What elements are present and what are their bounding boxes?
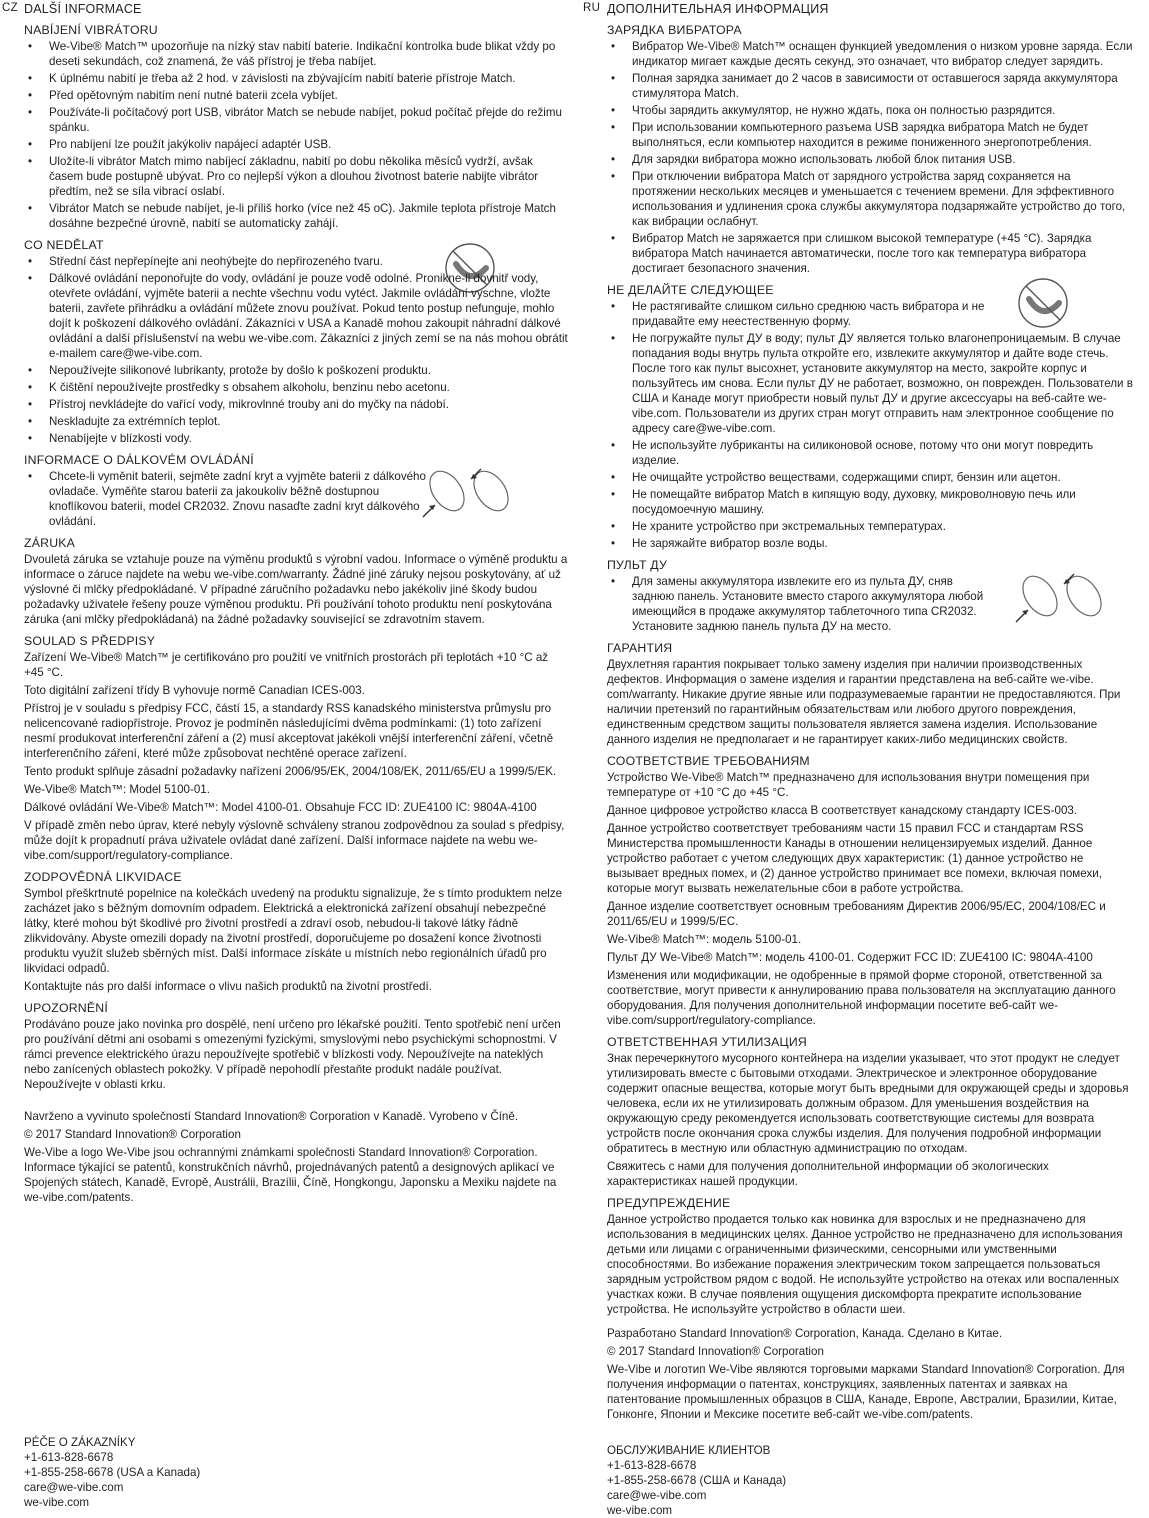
list-item: • Používáte-li počítačový port USB, vibrátor Match se nebude nabíjet, pokud počítač přejde do režimu spánku. [24, 105, 569, 135]
list-item: • Не храните устройство при экстремальных температурах. [607, 519, 1137, 534]
list-item: • Střední část nepřepínejte ani neohýbejte do nepřirozeného tvaru. [24, 254, 569, 269]
compliance-heading: SOULAD S PŘEDPISY [24, 634, 156, 648]
phone-number: +1-855-258-6678 (США и Канада) [607, 1474, 787, 1487]
footer-made-in: Разработано Standard Innovation® Corporation, Канада. Сделано в Китае. [607, 1327, 1003, 1340]
disposal-paragraph: Kontaktujte nás pro další informace o vlivu našich produktů na životní prostředí. [24, 980, 432, 993]
language-tag-cz: CZ [2, 2, 18, 14]
disposal-heading: ОТВЕТСТВЕННАЯ УТИЛИЗАЦИЯ [607, 1035, 807, 1049]
column-russian [607, 2, 1137, 1425]
compliance-paragraph: Данное изделие соответствует основным требованиям Директив 2006/95/EC, 2004/108/EC и 2011/65/EU и 1999/5/EC. [607, 900, 1106, 928]
disposal-paragraph: Свяжитесь с нами для получения дополнительной информации об экологических характеристиках нашей продукции. [607, 1160, 1049, 1188]
email-link[interactable]: care@we-vibe.com [607, 1489, 707, 1502]
list-item: • We-Vibe® Match™ upozorňuje na nízký stav nabití baterie. Indikační kontrolka bude blikat vždy po deseti sekundách, což znamená, že váš přístroj je třeba nabíjet. [24, 39, 569, 69]
dont-heading: НЕ ДЕЛАЙТЕ СЛЕДУЮЩЕЕ [607, 283, 774, 297]
remote-section [607, 558, 1137, 634]
remote-list [24, 469, 569, 529]
footer-copyright: © 2017 Standard Innovation® Corporation [24, 1128, 241, 1141]
website-link[interactable]: we-vibe.com [607, 1504, 673, 1517]
list-item: • Neskladujte za extrémních teplot. [24, 414, 569, 429]
charging-heading: ЗАРЯДКА ВИБРАТОРА [607, 23, 742, 37]
list-item: • Вибратор Match не заряжается при слишком высокой температуре (+45 °С). Зарядка вибратора Match начинается автоматически, после того как температура вибратора достигает безопасного значения. [607, 231, 1137, 276]
list-item: • Dálkové ovládání neponořujte do vody, ovládání je pouze vodě odolné. Proniknе-li dovnitř vody, otevřete ovládání, vyjměte baterii a nechte všechnu vodu vytéct. Jakmile ovládání vyschne, vložte baterii, zavřete přihrádku a ovládání můžete znovu používat. Pokud tento postup nefunguje, mohlo dojít k poškození dálkového ovládání. Zákazníci v USA a Kanadě mohou zakoupit náhradní dálkové ovládání a další příslušenství na webu we-vibe.com. Zákazníci z jiných zemí se na nás mohou obrátit e-mailem care@we-vibe.com. [24, 271, 569, 361]
compliance-paragraph: Přístroj je v souladu s předpisy FCC, částí 15, a standardy RSS kanadského ministerstva průmyslu pro nelicencované radiopřístroje. Provoz je podmíněn následujícími dvěma podmínkami: (1) toto zařízení nesmí produkovat interferenční záření a (2) musí akceptovat jakékoli vnější interferenční záření, včetně interferenčního záření, které může způsobovat nechtěné operace zařízení. [24, 702, 554, 760]
compliance-heading: СООТВЕТСТВИЕ ТРЕБОВАНИЯМ [607, 754, 810, 768]
list-item: • Pro nabíjení lze použít jakýkoliv napájecí adaptér USB. [24, 137, 569, 152]
phone-number: +1-613-828-6678 [607, 1459, 697, 1472]
compliance-paragraph: Пульт ДУ We-Vibe® Match™: модель 4100-01. Содержит FCC ID: ZUE4100 IC: 9804A-4100 [607, 951, 1093, 964]
list-item: • Не очищайте устройство веществами, содержащими спирт, бензин или ацетон. [607, 470, 1137, 485]
language-tag-ru: RU [583, 2, 601, 14]
customer-care-ru [607, 1443, 786, 1518]
list-item: • Před opětovným nabitím není nutné baterii zcela vybíjet. [24, 88, 569, 103]
compliance-paragraph: V případě změn nebo úprav, které nebyly výslovně schváleny stranou zodpovědnou za soulad s předpisy, může dojít k propadnutí práva uživatele ovládat dané zařízení. Další informace najdete na webu we-vibe.com/support/regulatory-compliance. [24, 819, 565, 862]
list-item: • При использовании компьютерного разъема USB зарядка вибратора Match не будет выполняться, если компьютер находится в режиме пониженного энергопотребления. [607, 120, 1137, 150]
footer-made-in: Navrženo a vyvinuto společností Standard Innovation® Corporation v Kanadě. Vyrobeno v Číně. [24, 1110, 519, 1123]
compliance-paragraph: Dálkové ovládání We-Vibe® Match™: Model 4100-01. Obsahuje FCC ID: ZUE4100 IC: 9804A-4100 [24, 801, 537, 814]
warning-heading: UPOZORNĚNÍ [24, 1001, 108, 1015]
warranty-text: Двухлетняя гарантия покрывает только замену изделия при наличии производственных дефектов. Информация о замене изделия и гарантии представлена на веб-сайте we-vibe. com/warranty. Никакие другие явные или подразумеваемые гарантии не предоставляются. При наличии претензий по гарантийным обязательствам или любого другого повреждения, единственным средством защиты пользователя является замена изделия. Использование данного изделия не предполагает и не гарантирует каких-либо медицинских свойств. [607, 658, 1121, 746]
customer-care-cz [24, 1435, 200, 1510]
phone-number: +1-855-258-6678 (USA a Kanada) [24, 1466, 201, 1479]
customer-care-heading: ОБСЛУЖИВАНИЕ КЛИЕНТОВ [607, 1444, 771, 1457]
footer-copyright: © 2017 Standard Innovation® Corporation [607, 1345, 824, 1358]
list-item: • Полная зарядка занимает до 2 часов в зависимости от оставшегося заряда аккумулятора стимулятора Match. [607, 71, 1137, 101]
compliance-paragraph: Данное устройство соответствует требованиям части 15 правил FCC и стандартам RSS Министерства промышленности Канады в отношении нелицензируемых изделий. Данное устройство работает с учетом следующих двух характеристик: (1) данное устройство не вызывает вредных помех, и (2) данное устройство принимает все помехи, включая помехи, которые могут вызвать нежелательные сбои в работе устройства. [607, 822, 1102, 895]
remote-heading: ПУЛЬТ ДУ [607, 558, 667, 572]
section-title: ДОПОЛНИТЕЛЬНАЯ ИНФОРМАЦИЯ [607, 2, 829, 16]
list-item: • Для зарядки вибратора можно использовать любой блок питания USB. [607, 152, 1137, 167]
list-item: • Не используйте лубриканты на силиконовой основе, потому что они могут повредить изделие. [607, 438, 1137, 468]
compliance-paragraph: Tento produkt splňuje zásadní požadavky nařízení 2006/95/EK, 2004/108/EK, 2011/65/EU a 1999/5/EK. [24, 765, 557, 778]
list-item: • Не помещайте вибратор Match в кипящую воду, духовку, микроволновую печь или посудомоечную машину. [607, 487, 1137, 517]
warranty-heading: ГАРАНТИЯ [607, 641, 673, 655]
disposal-paragraph: Знак перечеркнутого мусорного контейнера на изделии указывает, что этот продукт не следует утилизировать вместе с бытовыми отходами. Электрическое и электронное оборудование содержит опасные вещества, которые могут быть вредными для окружающей среды и здоровья человека, если их не утилизировать должным образом. Для уменьшения воздействия на окружающую среду рекомендуется использовать соответствующие системы для возврата устройств после окончания срока службы изделия. Для получения подробной информации обратитесь в местную или областную администрацию по отходам. [607, 1052, 1129, 1155]
list-item: • Chcete-li vyměnit baterii, sejměte zadní kryt a vyjměte baterii z dálkového ovladače. Vyměňte starou baterii za jakoukoliv běžně dostupnou knoflíkovou baterii, model CR2032. Znovu nasaďte zadní kryt dálkového ovládání. [24, 469, 569, 529]
email-link[interactable]: care@we-vibe.com [24, 1481, 124, 1494]
charging-heading: NABÍJENÍ VIBRÁTORU [24, 23, 158, 37]
warranty-text: Dvouletá záruka se vztahuje pouze na výměnu produktů s výrobní vadou. Informace o výměně produktu a informace o záruce najdete na webu we-vibe.com/warranty. Žádné jiné záruky nejsou poskytovány, ať už výslovné či mlčky předpokládané. V případné záručního požadavku nebo jakékoliv jiné škody budou požadavky uživatele řešeny pouze výměnou produktu. Při používání tohoto produktu není poskytována záruka (ani mlčky předpokládaná) na žádné požadavky související se zdravotním stavem. [24, 553, 568, 626]
warning-text: Prodáváno pouze jako novinka pro dospělé, není určeno pro lékařské použití. Tento spotřebič není určen pro používání dětmi ani osobami s omezenými fyzickými, smyslovými nebo psychickými schopnostmi. V rámci prevence elektrického úrazu nepoužívejte spotřebič v blízkosti vody. Nepoužívejte na nateklých nebo zanícených oblastech pokožky. V případě nepohodlí přestaňte produkt nadále používat. Nepoužívejte v oblasti krku. [24, 1018, 561, 1091]
dont-list [24, 254, 569, 446]
list-item: • Для замены аккумулятора извлеките его из пульта ДУ, сняв заднюю панель. Установите вместо старого аккумулятора любой имеющийся в продаже аккумулятор таблеточного типа CR2032. Установите заднюю панель пульта ДУ на место. [607, 574, 1137, 634]
remote-section [24, 453, 569, 529]
footer-trademark: We-Vibe a logo We-Vibe jsou ochrannými známkami společnosti Standard Innovation® Corporation. Informace týkající se patentů, konstrukčních návrhů, projednávaných patentů a designových aplikací ve Spojených státech, Kanadě, Evropě, Austrálii, Brazílii, Číně, Hongkongu, Japonsku a Mexiku najdete na we-vibe.com/patents. [24, 1146, 557, 1204]
compliance-paragraph: Изменения или модификации, не одобренные в прямой форме стороной, ответственной за соответствие, могут привести к аннулированию права пользователя на эксплуатацию данного оборудования. Для получения дополнительной информации посетите веб-сайт we-vibe.com/support/regulatory-compliance. [607, 969, 1116, 1027]
phone-number: +1-613-828-6678 [24, 1451, 114, 1464]
remote-heading: INFORMACE O DÁLKOVÉM OVLÁDÁNÍ [24, 453, 254, 467]
charging-list [607, 39, 1137, 276]
compliance-paragraph: Устройство We-Vibe® Match™ предназначено для использования внутри помещения при температуре от +10 °С до +45 °С. [607, 771, 1090, 799]
compliance-paragraph: We-Vibe® Match™: Model 5100-01. [24, 783, 210, 796]
list-item: • Uložíte-li vibrátor Match mimo nabíjecí základnu, nabití po dobu několika měsíců vydrží, avšak časem bude postupně ubývat. Pro co nejlepší výkon a dlouhou životnost baterie nabijte vibrátor předtím, než se síla vibrací oslabí. [24, 154, 569, 199]
list-item: • Чтобы зарядить аккумулятор, не нужно ждать, пока он полностью разрядится. [607, 103, 1137, 118]
list-item: • Не погружайте пульт ДУ в воду; пульт ДУ является только влагонепроницаемым. В случае попадания воды внутрь пульта откройте его, извлеките аккумулятор и дайте воде стечь. После того как пульт высохнет, установите аккумулятор на место, закройте корпус и пользуйтесь им снова. Если пульт ДУ не работает, возможно, он поврежден. Пользователи в США и Канаде могут приобрести новый пульт ДУ и другие аксессуары на веб-сайте we-vibe.com. Пользователи из других стран могут отправить нам электронное сообщение по адресу care@we-vibe.com. [607, 331, 1137, 436]
disposal-heading: ZODPOVĚDNÁ LIKVIDACE [24, 870, 182, 884]
list-item: • K čištění nepoužívejte prostředky s obsahem alkoholu, benzinu nebo acetonu. [24, 380, 569, 395]
column-czech [24, 2, 569, 1208]
website-link[interactable]: we-vibe.com [24, 1496, 90, 1509]
list-item: • Nenabíjejte v blízkosti vody. [24, 431, 569, 446]
list-item: • Nepoužívejte silikonové lubrikanty, protože by došlo k poškození produktu. [24, 363, 569, 378]
compliance-paragraph: Данное цифровое устройство класса B соответствует канадскому стандарту ICES-003. [607, 804, 1078, 817]
warning-heading: ПРЕДУПРЕЖДЕНИЕ [607, 1196, 731, 1210]
footer-trademark: We-Vibe и логотип We-Vibe являются торговыми марками Standard Innovation® Corporation. Для получения информации о патентах, конструкциях, заявленных патентах и заявках на патентование промышленных образцов в США, Канаде, Европе, Австралии, Бразилии, Китае, Гонконге, Японии и Мексике посетите веб-сайт we-vibe.com/patents. [607, 1363, 1125, 1421]
list-item: • Не растягивайте слишком сильно среднюю часть вибратора и не придавайте ему неестественную форму. [607, 299, 1137, 329]
list-item: • Vibrátor Match se nebude nabíjet, je-li příliš horko (více než 45 oC). Jakmile teplota přístroje Match dosáhne bezpečné úrovně, nabití se automaticky zahájí. [24, 201, 569, 231]
list-item: • K úplnému nabití je třeba až 2 hod. v závislosti na zbývajícím nabití baterie přístroje Match. [24, 71, 569, 86]
list-item: • Вибратор We-Vibe® Match™ оснащен функцией уведомления о низком уровне заряда. Если индикатор мигает каждые десять секунд, это означает, что вибратор следует зарядить. [607, 39, 1137, 69]
charging-list [24, 39, 569, 231]
disposal-paragraph: Symbol přeškrtnuté popelnice na kolečkách uvedený na produktu signalizuje, že s tímto produktem nelze zacházet jako s běžným domovním odpadem. Elektrická a elektronická zařízení obsahují nebezpečné látky, které mohou být škodlivé pro životní prostředí a zdraví osob, nebudou-li takové látky řádně zlikvidovány. Abyste omezili dopady na životní prostředí, doporučujeme po dosažení konce životnosti produktu využít služeb sběrných míst. Další informace získáte u místních nebo regionálních úřadů pro likvidaci odpadů. [24, 887, 563, 975]
list-item: • При отключении вибратора Match от зарядного устройства заряд сохраняется на протяжении нескольких месяцев и уменьшается с течением времени. Для эффективного использования и удлинения срока службы аккумулятора подзаряжайте устройство до того, как вибрации ослабнут. [607, 169, 1137, 229]
compliance-paragraph: Zařízení We-Vibe® Match™ je certifikováno pro použití ve vnitřních prostorách při teplotách +10 °C až +45 °C. [24, 651, 549, 679]
dont-section [607, 283, 1137, 551]
dont-heading: CO NEDĚLAT [24, 238, 104, 252]
warning-text: Данное устройство продается только как новинка для взрослых и не предназначено для использования в медицинских целях. Данное устройство не предназначено для использования детьми или лицами с ограниченными физическими, сенсорными или умственными способностями. Во избежание поражения электрическим током запрещается пользоваться зарядным устройством рядом с водой. Не используйте устройство на отеках или воспаленных участках кожи. В случае появления ощущения дискомфорта прекратите использование устройства. Не используйте устройство в области шеи. [607, 1213, 1123, 1316]
warranty-heading: ZÁRUKA [24, 536, 76, 550]
list-item: • Přístroj nevkládejte do vařící vody, mikrovlnné trouby ani do myčky na nádobí. [24, 397, 569, 412]
compliance-paragraph: Toto digitální zařízení třídy B vyhovuje normě Canadian ICES-003. [24, 684, 365, 697]
compliance-paragraph: We-Vibe® Match™: модель 5100-01. [607, 933, 802, 946]
section-title: DALŠÍ INFORMACE [24, 2, 142, 16]
list-item: • Не заряжайте вибратор возле воды. [607, 536, 1137, 551]
dont-list [607, 299, 1137, 551]
remote-list [607, 574, 1137, 634]
dont-section [24, 238, 569, 446]
customer-care-heading: PÉČE O ZÁKAZNÍKY [24, 1436, 136, 1449]
